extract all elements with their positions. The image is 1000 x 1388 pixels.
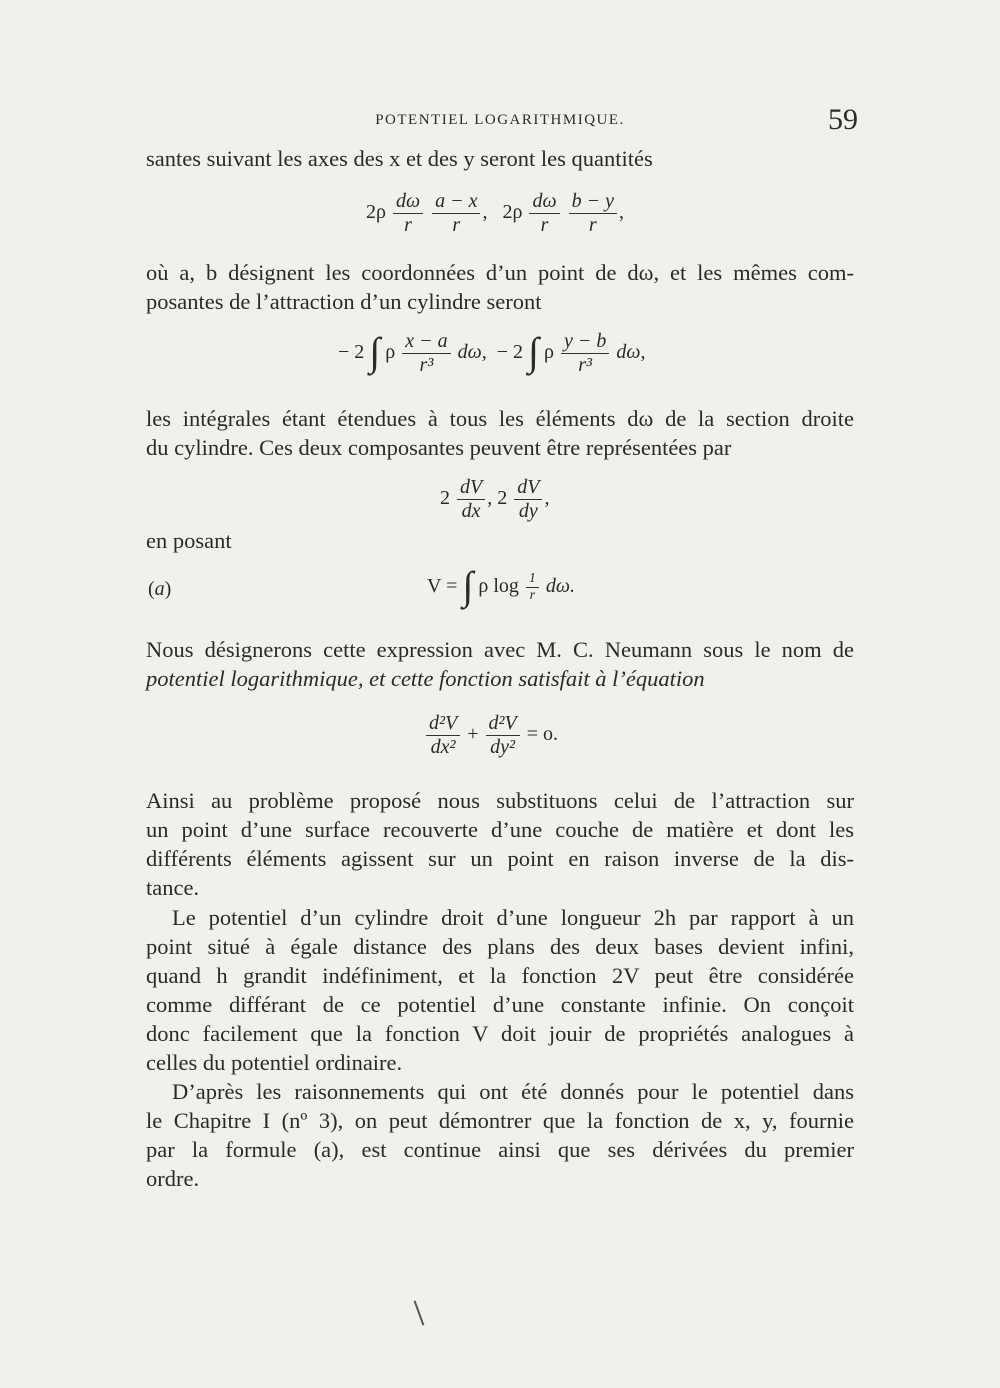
page-number: 59	[828, 103, 858, 136]
equation-derivatives	[440, 476, 549, 523]
numerator: dV	[460, 476, 483, 498]
integral-sign: ∫	[462, 563, 474, 608]
text-line: différents éléments agissent sur un point en raison inverse de la dis-	[146, 846, 854, 871]
fraction	[561, 330, 609, 377]
text-line: par la formule (a), est continue ainsi que ses dérivées du premier	[146, 1137, 854, 1162]
paragraph-6	[146, 786, 854, 902]
minus-two: − 2	[496, 341, 524, 364]
denominator: r	[569, 213, 617, 237]
text-line: celles du potentiel ordinaire.	[146, 1050, 403, 1075]
text-line: tance.	[146, 875, 200, 900]
fraction	[457, 476, 485, 523]
fraction	[432, 190, 480, 237]
text-line: en posant	[146, 528, 232, 553]
denominator: r	[393, 213, 423, 237]
integral-sign: ∫	[528, 329, 539, 374]
text-line: point situé à égale distance des plans des deux bases devient infini,	[146, 934, 854, 959]
eq-coefficient: 2	[497, 487, 508, 510]
text-line: quand h grandit indéfiniment, et la fonction 2V peut être considérée	[146, 963, 854, 988]
separator: ,	[544, 487, 550, 510]
text-line-content: potentiel logarithmique, et cette fonction satisfait à l’équation	[146, 666, 705, 691]
denominator: r	[432, 213, 480, 237]
eq-coefficient: 2ρ	[366, 201, 386, 224]
numerator: 1	[528, 571, 536, 586]
numerator: b − y	[571, 190, 614, 212]
equation-cylinder-components	[338, 330, 645, 377]
integral-sign: ∫	[369, 329, 381, 374]
text-line: posantes de l’attraction d’un cylindre seront	[146, 289, 542, 314]
denominator: r³	[402, 353, 450, 377]
equation-components	[366, 190, 624, 237]
denominator: r	[526, 587, 539, 604]
denominator: dx	[457, 499, 485, 523]
paragraph-8	[146, 1077, 854, 1193]
eq-coefficient: 2ρ	[502, 201, 523, 224]
numerator: dV	[517, 476, 540, 498]
fraction	[529, 190, 559, 237]
numerator: dω	[532, 190, 557, 212]
fraction	[426, 712, 460, 759]
denominator: dy	[514, 499, 542, 523]
eq-coefficient: 2	[440, 487, 450, 510]
text-line: santes suivant les axes des x et des y seront les quantités	[146, 146, 653, 171]
fraction	[486, 712, 520, 759]
separator: ,	[482, 201, 488, 224]
separator: ,	[618, 201, 624, 224]
plus-sign: +	[467, 723, 479, 746]
equation-label: (a)	[148, 578, 172, 600]
numerator: a − x	[435, 190, 478, 212]
numerator: d²V	[488, 712, 517, 734]
text-line: ordre.	[146, 1166, 200, 1191]
text-line: les intégrales étant étendues à tous les éléments dω de la section droite	[146, 406, 854, 431]
text-line: Le potentiel d’un cylindre droit d’une longueur 2h par rapport à un	[172, 905, 854, 930]
rho: ρ	[385, 341, 396, 364]
fraction	[526, 571, 539, 604]
rhs: = o.	[526, 723, 558, 746]
rho-log: ρ log	[478, 575, 519, 598]
paragraph-2	[146, 258, 854, 316]
text-line: D’après les raisonnements qui ont été donnés pour le potentiel dans	[172, 1079, 854, 1104]
paragraph-5	[146, 635, 854, 693]
differential: dω,	[616, 341, 646, 364]
text-line: Ainsi au problème proposé nous substituons celui de l’attraction sur	[146, 788, 854, 813]
denominator: r	[529, 213, 559, 237]
text-line: Nous désignerons cette expression avec M. C. Neumann sous le nom de	[146, 637, 854, 662]
text-line: donc facilement que la fonction V doit jouir de propriétés analogues à	[146, 1021, 854, 1046]
numerator: y − b	[563, 330, 607, 352]
fraction	[514, 476, 542, 523]
differential: dω,	[457, 341, 487, 364]
separator: ,	[487, 487, 493, 510]
equation-potential-definition	[427, 564, 575, 611]
denominator: r³	[561, 353, 609, 377]
text-line: du cylindre. Ces deux composantes peuvent être représentées par	[146, 435, 732, 460]
text-line: un point d’une surface recouverte d’une couche de matière et dont les	[146, 817, 854, 842]
text-line: le Chapitre I (nº 3), on peut démontrer que la fonction de x, y, fournie	[146, 1108, 854, 1133]
paragraph-7	[146, 903, 854, 1077]
text-line: comme différant de ce potentiel d’une constante infinie. On conçoit	[146, 992, 854, 1017]
fraction	[569, 190, 617, 237]
numerator: d²V	[429, 712, 458, 734]
paragraph-3	[146, 404, 854, 462]
equation-laplace	[424, 712, 558, 759]
fraction	[402, 330, 450, 377]
stray-pen-mark	[414, 1300, 425, 1325]
paragraph-1	[146, 144, 854, 173]
text-line	[146, 664, 854, 693]
differential: dω.	[545, 575, 576, 598]
text-line: où a, b désignent les coordonnées d’un point de dω, et les mêmes com-	[146, 260, 854, 285]
minus-two: − 2	[338, 341, 365, 364]
denominator: dy²	[486, 735, 520, 759]
numerator: x − a	[405, 330, 448, 352]
rho: ρ	[543, 341, 554, 364]
paragraph-4	[146, 526, 854, 555]
running-title: POTENTIEL LOGARITHMIQUE.	[375, 112, 625, 128]
lhs: V =	[427, 575, 458, 598]
fraction	[393, 190, 423, 237]
denominator: dx²	[426, 735, 460, 759]
numerator: dω	[395, 190, 421, 212]
